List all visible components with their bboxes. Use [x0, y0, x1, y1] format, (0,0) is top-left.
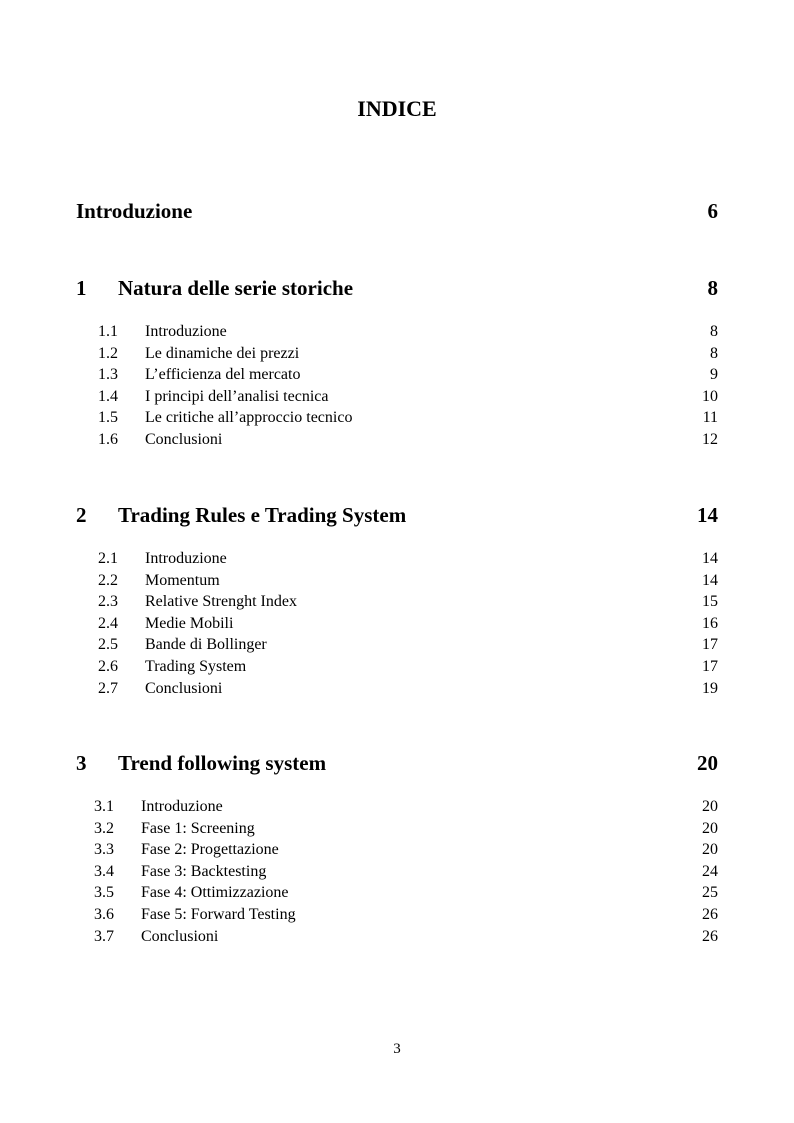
section-title: Introduzione — [145, 323, 227, 340]
section-number: 3.4 — [94, 862, 114, 880]
toc-section-row[interactable] — [76, 364, 718, 386]
section-title: Bande di Bollinger — [145, 636, 267, 654]
section-title: Fase 2: Progettazione — [141, 841, 279, 859]
toc-section-row[interactable] — [76, 570, 718, 592]
toc-section-row[interactable] — [76, 321, 718, 343]
section-number: 1.3 — [98, 366, 118, 384]
section-number: 3.1 — [94, 798, 114, 815]
section-page: 19 — [702, 679, 718, 697]
section-number: 2.4 — [98, 614, 118, 632]
toc-section-row[interactable] — [76, 386, 718, 408]
section-page: 25 — [702, 884, 718, 902]
toc-chapter-1 — [76, 275, 718, 451]
page-number: 3 — [393, 1041, 401, 1057]
section-number: 1.6 — [98, 430, 118, 448]
section-number: 2.6 — [98, 657, 118, 675]
section-page: 14 — [702, 550, 718, 567]
section-page: 26 — [702, 927, 718, 945]
section-page: 17 — [702, 657, 718, 675]
toc-section-row[interactable] — [76, 904, 718, 926]
section-page: 20 — [702, 798, 718, 815]
section-title: Medie Mobili — [145, 614, 234, 632]
toc-section-row[interactable] — [76, 407, 718, 429]
section-page: 10 — [702, 387, 718, 405]
chapter-title: Trading Rules e Trading System — [118, 503, 407, 527]
section-page: 14 — [702, 571, 718, 589]
section-number: 2.1 — [98, 550, 118, 567]
chapter-page: 20 — [697, 751, 718, 775]
chapter-number: 2 — [76, 503, 87, 527]
section-title: Le critiche all’approccio tecnico — [145, 409, 353, 427]
section-number: 1.4 — [98, 387, 118, 405]
section-page: 20 — [702, 841, 718, 859]
section-title: I principi dell’analisi tecnica — [145, 387, 329, 405]
page-title: INDICE — [357, 96, 437, 121]
section-page: 12 — [702, 430, 718, 448]
toc-chapter-heading[interactable] — [76, 275, 718, 301]
toc-intro-page: 6 — [707, 199, 718, 223]
section-page: 8 — [710, 344, 718, 362]
toc-section-row[interactable] — [76, 839, 718, 861]
section-title: L’efficienza del mercato — [145, 366, 301, 384]
section-page: 17 — [702, 636, 718, 654]
toc-section-row[interactable] — [76, 591, 718, 613]
toc-section-row[interactable] — [76, 818, 718, 840]
section-page: 9 — [710, 366, 718, 384]
section-page: 20 — [702, 819, 718, 837]
section-number: 3.3 — [94, 841, 114, 859]
chapter-page: 14 — [697, 503, 718, 527]
section-number: 3.2 — [94, 819, 114, 837]
section-title: Conclusioni — [145, 430, 223, 448]
chapter-page: 8 — [707, 276, 718, 300]
section-title: Le dinamiche dei prezzi — [145, 344, 300, 362]
section-title: Introduzione — [141, 798, 223, 815]
section-page: 15 — [702, 593, 718, 611]
section-page: 11 — [702, 409, 718, 427]
section-number: 3.7 — [94, 927, 114, 945]
toc-section-row[interactable] — [76, 678, 718, 700]
section-number: 1.1 — [98, 323, 118, 340]
section-title: Relative Strenght Index — [145, 593, 297, 611]
section-number: 1.5 — [98, 409, 118, 427]
toc-section-row[interactable] — [76, 548, 718, 570]
toc-chapter-2 — [76, 502, 718, 699]
section-title: Fase 3: Backtesting — [141, 862, 267, 880]
toc-chapter-3 — [76, 750, 718, 947]
toc-intro-entry[interactable] — [76, 198, 718, 224]
section-number: 2.7 — [98, 679, 118, 697]
chapter-title: Natura delle serie storiche — [118, 276, 354, 300]
toc-section-list — [76, 796, 718, 947]
toc-section-row[interactable] — [76, 613, 718, 635]
section-number: 2.2 — [98, 571, 118, 589]
section-page: 8 — [710, 323, 718, 340]
section-title: Momentum — [145, 571, 220, 589]
section-title: Fase 5: Forward Testing — [141, 905, 296, 923]
toc-chapter-heading[interactable] — [76, 750, 718, 776]
section-number: 3.6 — [94, 905, 114, 923]
section-page: 26 — [702, 905, 718, 923]
section-title: Fase 1: Screening — [141, 819, 255, 837]
toc-section-row[interactable] — [76, 429, 718, 451]
toc-section-row[interactable] — [76, 882, 718, 904]
section-title: Introduzione — [145, 550, 227, 567]
section-number: 2.3 — [98, 593, 118, 611]
toc-section-row[interactable] — [76, 656, 718, 678]
section-number: 1.2 — [98, 344, 118, 362]
section-title: Fase 4: Ottimizzazione — [141, 884, 289, 902]
toc-section-row[interactable] — [76, 343, 718, 365]
section-title: Trading System — [145, 657, 247, 675]
toc-section-row[interactable] — [76, 796, 718, 818]
section-number: 2.5 — [98, 636, 118, 654]
section-title: Conclusioni — [141, 927, 219, 945]
chapter-number: 3 — [76, 751, 87, 775]
section-page: 24 — [702, 862, 718, 880]
section-number: 3.5 — [94, 884, 114, 902]
toc-section-list — [76, 321, 718, 451]
chapter-number: 1 — [76, 276, 87, 300]
toc-section-row[interactable] — [76, 861, 718, 883]
chapter-title: Trend following system — [118, 751, 327, 775]
toc-section-row[interactable] — [76, 926, 718, 948]
toc-chapter-heading[interactable] — [76, 502, 718, 528]
section-title: Conclusioni — [145, 679, 223, 697]
section-page: 16 — [702, 614, 718, 632]
toc-intro-title: Introduzione — [76, 199, 193, 223]
toc-section-row[interactable] — [76, 634, 718, 656]
toc-section-list — [76, 548, 718, 699]
